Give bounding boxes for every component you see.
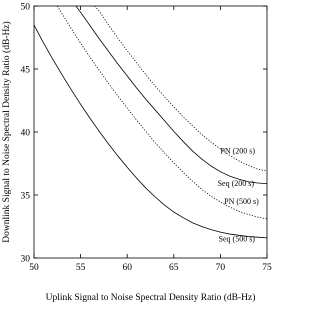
x-tick-label-5: 75	[262, 263, 272, 273]
series-annotation-0: PN (200 s)	[220, 146, 256, 156]
y-tick-label-4: 50	[20, 2, 30, 13]
series-annotation-2: PN (500 s)	[224, 196, 259, 206]
y-tick-label-0: 30	[20, 254, 30, 265]
y-tick-label-1: 35	[20, 191, 30, 202]
x-tick-label-1: 55	[75, 263, 86, 273]
y-axis-label: Downlink Signal to Noise Spectral Density Ratio (dB-Hz)	[2, 21, 12, 243]
x-tick-label-0: 50	[29, 263, 39, 273]
plot-background	[34, 6, 267, 258]
x-tick-label-2: 60	[122, 263, 132, 273]
x-tick-label-4: 70	[215, 263, 226, 273]
series-annotation-1: Seq (200 s)	[217, 179, 255, 189]
x-axis-label: Uplink Signal to Noise Spectral Density Ratio (dB-Hz)	[45, 293, 256, 303]
y-tick-label-2: 40	[20, 128, 30, 139]
x-tick-label-3: 65	[169, 263, 179, 273]
y-tick-label-3: 45	[20, 65, 30, 76]
series-annotation-3: Seq (500 s)	[218, 234, 255, 244]
